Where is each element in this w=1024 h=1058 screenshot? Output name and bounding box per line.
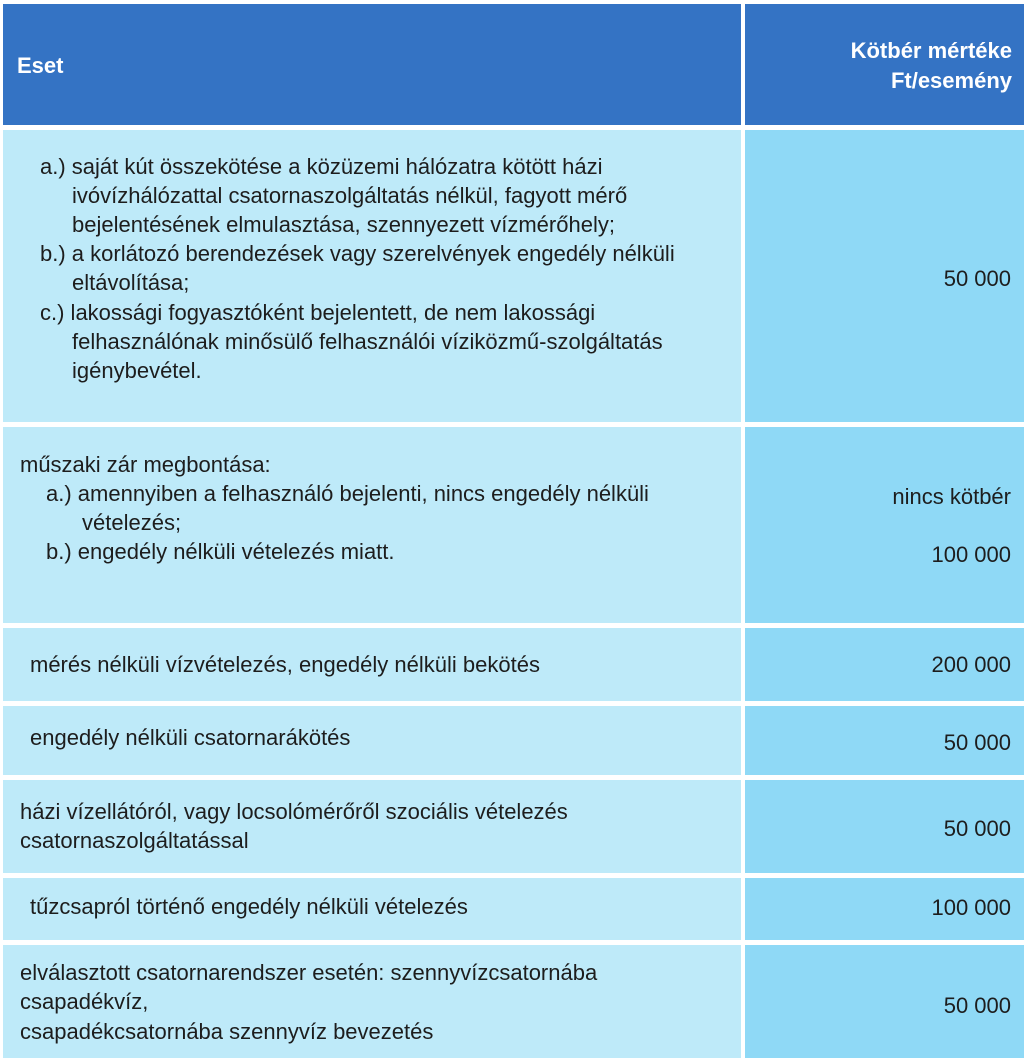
case-text-line: a.) amennyiben a felhasználó bejelenti, nincs engedély nélküli [46,481,649,506]
table-row-5-amount [745,780,1024,873]
table-row-1-amount [745,130,1024,422]
table-row-6-case [3,878,741,940]
case-text-line: csapadékvíz, [20,989,149,1014]
case-text-line: vételezés; [82,510,182,535]
table-row-7-case [3,945,741,1058]
header-amount-label-line1: Kötbér mértéke [850,37,1012,63]
header-amount-label-line2: Ft/esemény [890,67,1012,93]
table-row-3-amount [745,628,1024,701]
amount-value: 50 000 [943,993,1011,1018]
table-row-2-case [3,427,741,623]
amount-value: 50 000 [943,266,1011,291]
case-text-line: c.) lakossági fogyasztóként bejelentett, de nem lakossági [40,300,596,325]
case-text-line: ivóvízhálózattal csatornaszolgáltatás nélkül, fagyott mérő [72,183,628,208]
case-text-line: műszaki zár megbontása: [20,452,271,477]
amount-value: 100 000 [931,542,1011,567]
case-text-line: felhasználónak minősülő felhasználói víziközmű-szolgáltatás [72,329,663,354]
table-row-6-amount [745,878,1024,940]
header-case-cell [3,4,741,125]
table-row-4-amount [745,706,1024,775]
case-text-line: engedély nélküli csatornarákötés [30,725,351,750]
case-text-line: igénybevétel. [72,358,202,383]
header-case-label: Eset [17,52,64,78]
case-text-line: bejelentésének elmulasztása, szennyezett vízmérőhely; [72,212,615,237]
table-row-7-amount [745,945,1024,1058]
table-row-4-case [3,706,741,775]
case-text-line: mérés nélküli vízvételezés, engedély nélküli bekötés [30,652,540,677]
table-row-1-case [3,130,741,422]
case-text-line: eltávolítása; [72,270,190,295]
amount-value: 100 000 [931,895,1011,920]
case-text-line: elválasztott csatornarendszer esetén: szennyvízcsatornába [20,960,598,985]
case-text-line: házi vízellátóról, vagy locsolómérőről szociális vételezés [20,799,568,824]
table-row-2-amount [745,427,1024,623]
case-text-line: b.) engedély nélküli vételezés miatt. [46,539,395,564]
amount-value: 50 000 [943,816,1011,841]
amount-value: nincs kötbér [892,484,1011,509]
case-text-line: tűzcsapról történő engedély nélküli vételezés [30,894,468,919]
table-row-3-case [3,628,741,701]
table-row-5-case [3,780,741,873]
case-text-line: csatornaszolgáltatással [20,828,249,853]
case-text-line: csapadékcsatornába szennyvíz bevezetés [20,1019,434,1044]
amount-value: 50 000 [943,730,1011,755]
amount-value: 200 000 [931,652,1011,677]
case-text-line: b.) a korlátozó berendezések vagy szerelvények engedély nélküli [40,241,675,266]
header-amount-cell [745,4,1024,125]
case-text-line: a.) saját kút összekötése a közüzemi hálózatra kötött házi [40,154,603,179]
